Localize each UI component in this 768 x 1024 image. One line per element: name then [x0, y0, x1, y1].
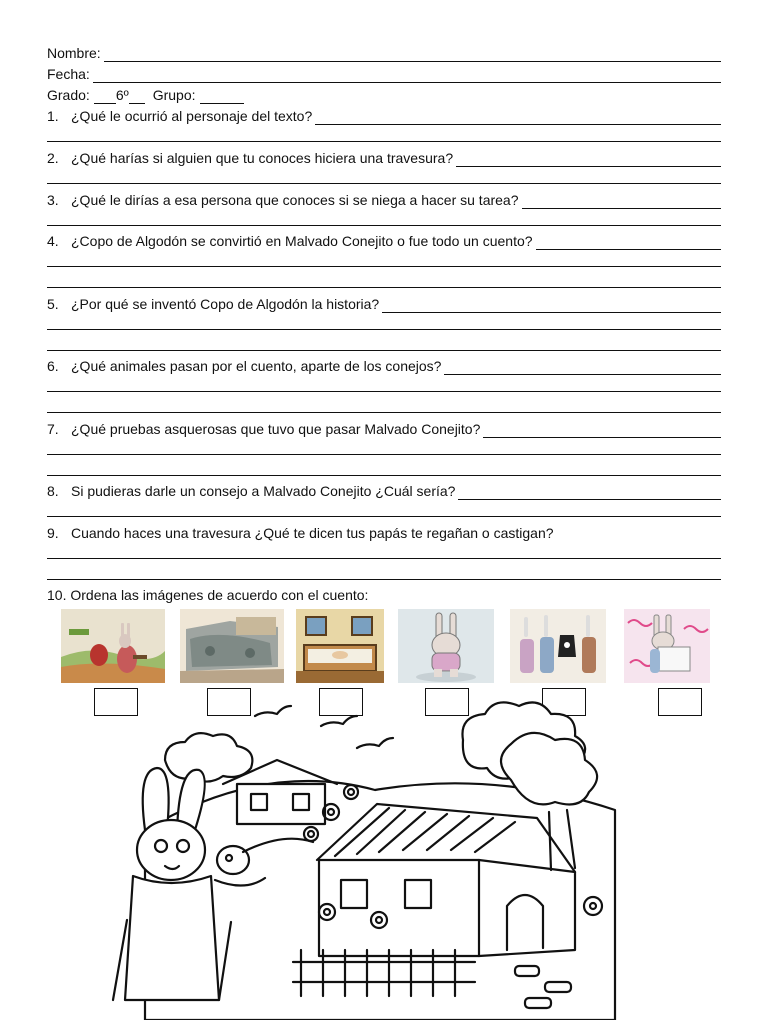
date-label: Fecha: — [47, 66, 90, 82]
question-3 — [47, 191, 721, 209]
question-7 — [47, 420, 721, 438]
answer-line[interactable] — [47, 558, 721, 559]
story-image-2 — [180, 609, 284, 683]
question-number: 7. — [47, 421, 59, 437]
answer-blank[interactable] — [444, 361, 721, 375]
answer-blank[interactable] — [522, 195, 722, 209]
question-text: Cuando haces una travesura ¿Qué te dicen tus papás te regañan o castigan? — [71, 525, 554, 541]
answer-line[interactable] — [47, 475, 721, 476]
grade-blank-right — [129, 90, 145, 104]
question-text: ¿Qué harías si alguien que tu conoces hiciera una travesura? — [71, 150, 454, 166]
question-6 — [47, 357, 721, 375]
name-label: Nombre: — [47, 45, 101, 61]
question-10 — [47, 586, 721, 604]
answer-line[interactable] — [47, 516, 721, 517]
question-number: 1. — [47, 108, 59, 124]
question-number: 10. — [47, 587, 67, 603]
question-number: 4. — [47, 233, 59, 249]
question-text: ¿Qué le dirías a esa persona que conoces si se niega a hacer su tarea? — [71, 192, 519, 208]
question-text: ¿Qué pruebas asquerosas que tuvo que pasar Malvado Conejito? — [71, 421, 481, 437]
question-number: 8. — [47, 483, 59, 499]
question-text: Ordena las imágenes de acuerdo con el cuento: — [70, 587, 369, 603]
name-blank[interactable] — [104, 48, 721, 62]
question-text: ¿Qué animales pasan por el cuento, aparte de los conejos? — [71, 358, 442, 374]
answer-line[interactable] — [47, 329, 721, 330]
question-number: 6. — [47, 358, 59, 374]
grade-label: Grado: — [47, 87, 90, 103]
answer-line[interactable] — [47, 350, 721, 351]
answer-line[interactable] — [47, 579, 721, 580]
coloring-page-illustration — [105, 700, 661, 1020]
question-8 — [47, 482, 721, 500]
answer-line[interactable] — [47, 454, 721, 455]
order-box-6[interactable] — [658, 688, 702, 716]
question-text: ¿Qué le ocurrió al personaje del texto? — [71, 108, 313, 124]
answer-blank[interactable] — [458, 486, 721, 500]
answer-line[interactable] — [47, 183, 721, 184]
story-image-4 — [398, 609, 502, 683]
grade-value: 6º — [115, 87, 129, 103]
story-image-6 — [624, 609, 710, 683]
answer-line[interactable] — [47, 412, 721, 413]
story-image-1 — [61, 609, 165, 683]
answer-blank[interactable] — [315, 111, 721, 125]
question-text: ¿Por qué se inventó Copo de Algodón la historia? — [71, 296, 380, 312]
question-2 — [47, 149, 721, 167]
answer-line[interactable] — [47, 287, 721, 288]
group-label: Grupo: — [152, 87, 196, 103]
answer-line[interactable] — [47, 266, 721, 267]
question-number: 5. — [47, 296, 59, 312]
answer-blank[interactable] — [382, 299, 721, 313]
answer-line[interactable] — [47, 141, 721, 142]
answer-line[interactable] — [47, 391, 721, 392]
grade-line — [47, 86, 307, 104]
question-text: ¿Copo de Algodón se convirtió en Malvado Conejito o fue todo un cuento? — [71, 233, 533, 249]
question-5 — [47, 295, 721, 313]
question-text: Si pudieras darle un consejo a Malvado Conejito ¿Cuál sería? — [71, 483, 456, 499]
question-number: 9. — [47, 525, 59, 541]
answer-line[interactable] — [47, 225, 721, 226]
grade-blank-left — [94, 90, 116, 104]
answer-blank[interactable] — [483, 424, 721, 438]
story-image-5 — [510, 609, 614, 683]
story-image-3 — [296, 609, 400, 683]
date-line — [47, 65, 721, 83]
question-number: 3. — [47, 192, 59, 208]
question-number: 2. — [47, 150, 59, 166]
date-blank[interactable] — [93, 69, 721, 83]
group-blank[interactable] — [200, 90, 244, 104]
name-line — [47, 44, 721, 62]
question-4 — [47, 232, 721, 250]
question-1 — [47, 107, 721, 125]
answer-blank[interactable] — [456, 153, 721, 167]
answer-blank[interactable] — [536, 236, 721, 250]
question-9 — [47, 524, 721, 542]
